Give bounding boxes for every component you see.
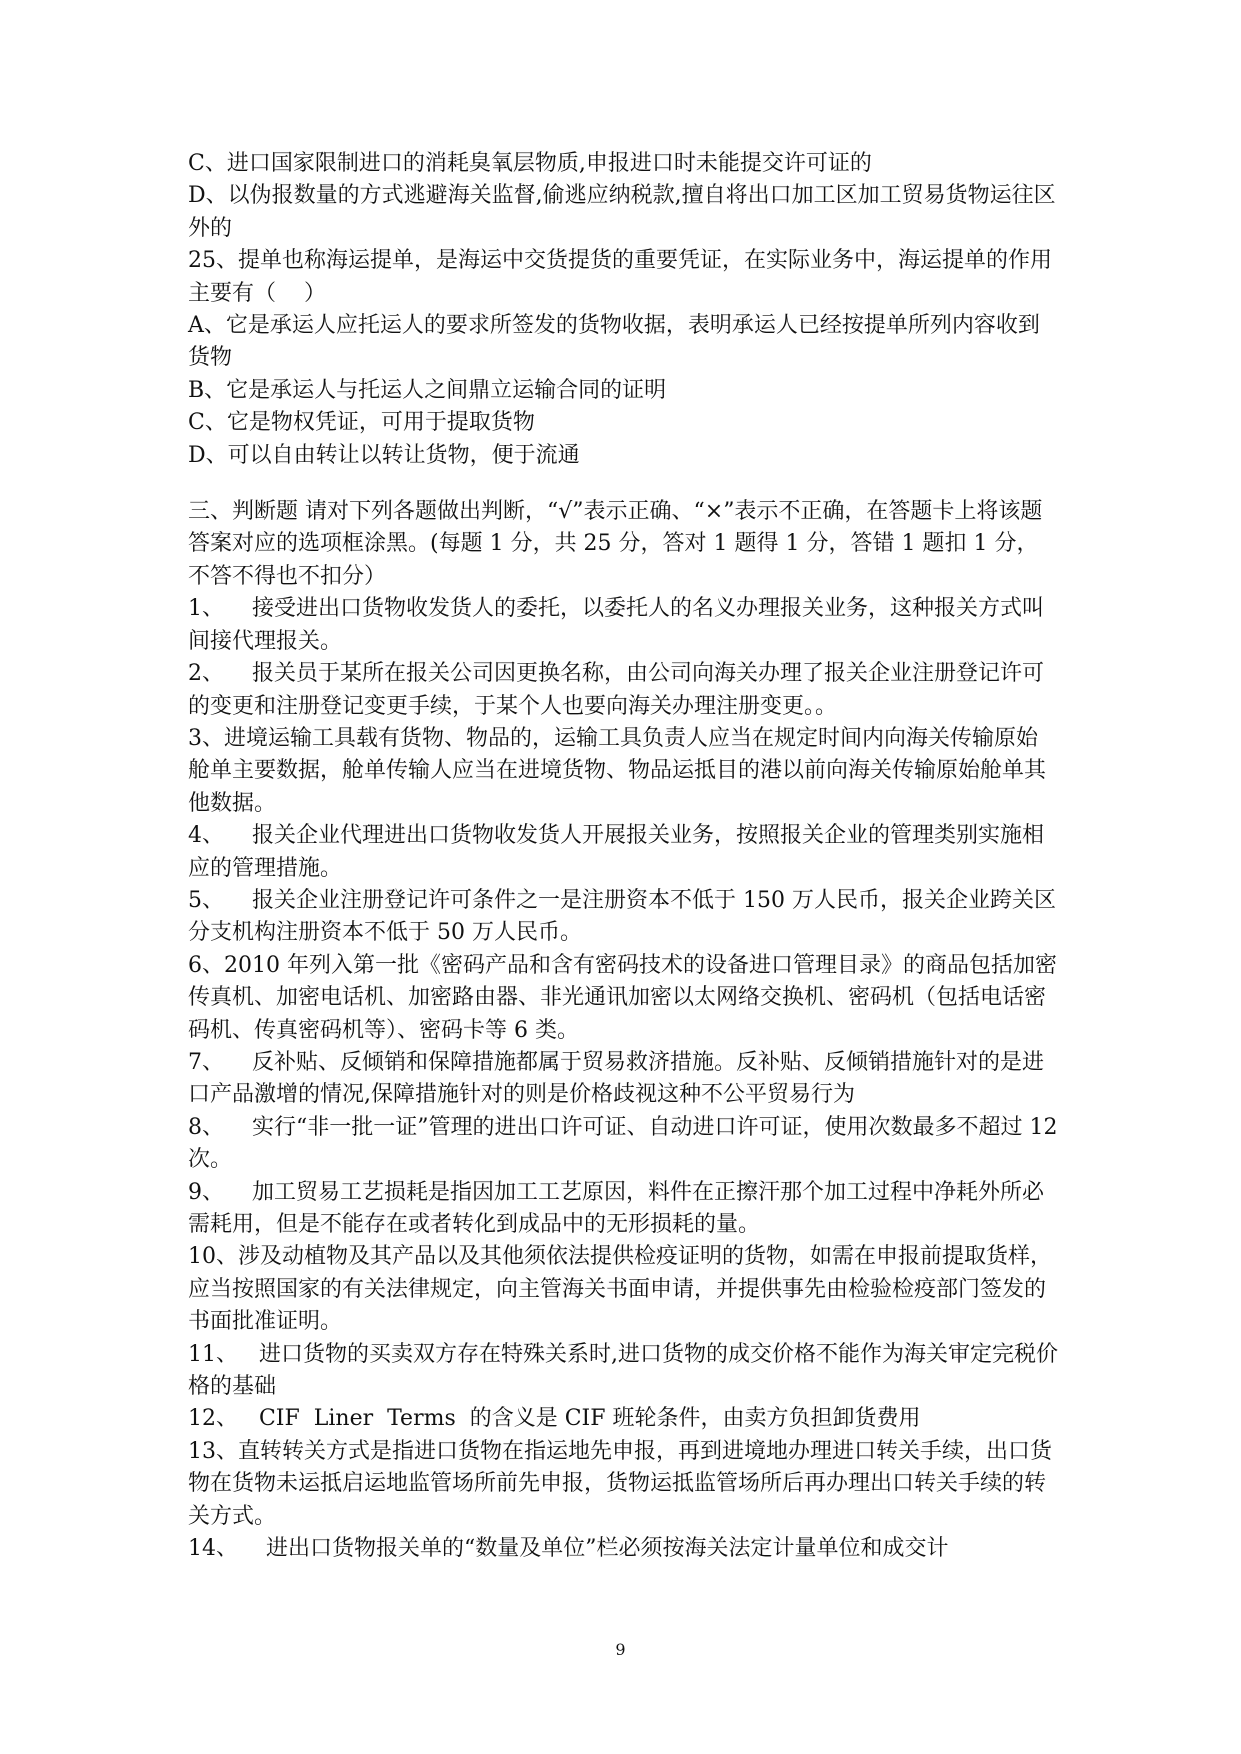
judgment-item-3: 3、进境运输工具载有货物、物品的，运输工具负责人应当在规定时间内向海关传输原始舱单主要数据，舱单传输人应当在进境货物、物品运抵目的港以前向海关传输原始舱单其他数据。 (188, 725, 1047, 816)
judgment-item-9: 9、 加工贸易工艺损耗是指因加工工艺原因，料件在正擦汗那个加工过程中净耗外所必需耗用，但是不能存在或者转化到成品中的无形损耗的量。 (188, 1179, 1044, 1237)
judgment-item-2: 2、 报关员于某所在报关公司因更换名称，由公司向海关办理了报关企业注册登记许可的变更和注册登记变更手续，于某个人也要向海关办理注册变更。。 (188, 661, 1044, 719)
page-body (188, 148, 1065, 1565)
judgment-item-1: 1、 接受进出口货物收发货人的委托，以委托人的名义办理报关业务，这种报关方式叫间接代理报关。 (188, 596, 1044, 654)
judgment-item-12: 12、 CIF Liner Terms 的含义是 CIF 班轮条件，由卖方负担卸货费用 (188, 1406, 921, 1432)
question-25-option-c: C、它是物权凭证，可用于提取货物 (188, 410, 535, 436)
section-three-heading: 三、判断题 请对下列各题做出判断，“√”表示正确、“×”表示不正确，在答题卡上将该题答案对应的选项框涂黑。(每题 1 分，共 25 分，答对 1 题得 1 分，答错 1 题扣 1 分，不答不得也不扣分） (188, 499, 1043, 589)
judgment-item-14: 14、 进出口货物报关单的“数量及单位”栏必须按海关法定计量单位和成交计 (188, 1536, 949, 1562)
question-25-option-a: A、它是承运人应托运人的要求所签发的货物收据，表明承运人已经按提单所列内容收到货物 (188, 313, 1040, 371)
option-d-text: D、以伪报数量的方式逃避海关监督,偷逃应纳税款,擅自将出口加工区加工贸易货物运往区外的 (188, 183, 1056, 241)
section-spacer (188, 472, 1058, 496)
judgment-item-8: 8、 实行“非一批一证”管理的进出口许可证、自动进口许可证，使用次数最多不超过 12 次。 (188, 1114, 1065, 1173)
judgment-item-4: 4、 报关企业代理进出口货物收发货人开展报关业务，按照报关企业的管理类别实施相应的管理措施。 (188, 823, 1044, 881)
judgment-item-11: 11、 进口货物的买卖双方存在特殊关系时,进口货物的成交价格不能作为海关审定完税价格的基础 (188, 1341, 1058, 1400)
judgment-item-13: 13、直转转关方式是指进口货物在指运地先申报，再到进境地办理进口转关手续，出口货物在货物未运抵启运地监管场所前先申报，货物运抵监管场所后再办理出口转关手续的转关方式。 (188, 1438, 1052, 1529)
judgment-item-6: 6、2010 年列入第一批《密码产品和含有密码技术的设备进口管理目录》的商品包括加密传真机、加密电话机、加密路由器、非光通讯加密以太网络交换机、密码机（包括电话密码机、传真密码机等）、密码卡等 6 类。 (188, 952, 1057, 1043)
judgment-item-5: 5、 报关企业注册登记许可条件之一是注册资本不低于 150 万人民币，报关企业跨关区分支机构注册资本不低于 50 万人民币。 (188, 887, 1056, 946)
question-25-option-b: B、它是承运人与托运人之间鼎立运输合同的证明 (188, 377, 667, 403)
question-25: 25、提单也称海运提单，是海运中交货提货的重要凭证，在实际业务中，海运提单的作用主要有（ ） (188, 248, 1052, 306)
judgment-item-10: 10、涉及动植物及其产品以及其他须依法提供检疫证明的货物，如需在申报前提取货样，应当按照国家的有关法律规定，向主管海关书面申请，并提供事先由检验检疫部门签发的书面批准证明。 (188, 1244, 1052, 1335)
question-25-option-d: D、可以自由转让以转让货物，便于流通 (188, 442, 580, 468)
judgment-item-7: 7、 反补贴、反倾销和保障措施都属于贸易救济措施。反补贴、反倾销措施针对的是进口产品激增的情况,保障措施针对的则是价格歧视这种不公平贸易行为 (188, 1049, 1044, 1108)
page-number: 9 (615, 1640, 626, 1659)
option-c-text: C、进口国家限制进口的消耗臭氧层物质,申报进口时未能提交许可证的 (188, 151, 872, 176)
